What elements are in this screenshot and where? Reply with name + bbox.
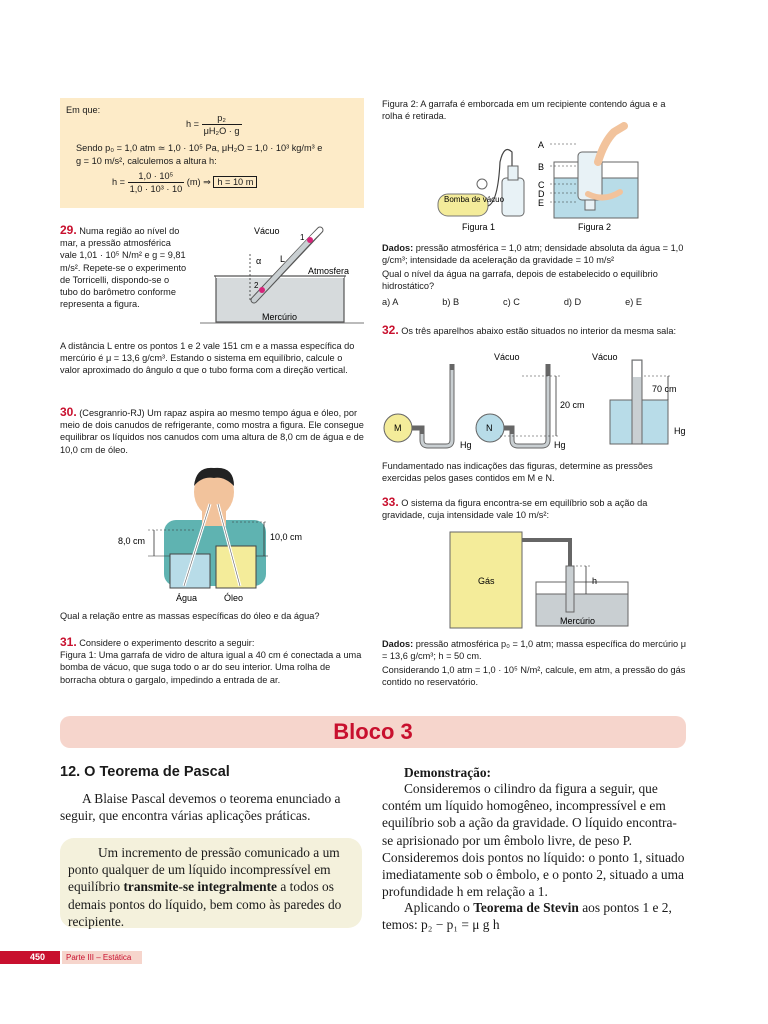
q29-statement: Numa região ao nível do mar, a pressão atmosférica vale 1,01 · 10⁵ N/m² e g = 9,81 m/s². Repete-se o experimento de Torricelli, dispondo-se o tubo do barômetro conforme representa a figura. — [60, 226, 187, 310]
q31-statement: Figura 1: Uma garrafa de vidro de altura igual a 40 cm é conectada a uma bomba de vácuo, que suga todo o ar do seu interior. Uma rolha de borracha obtura o gargalo, impedindo a entrada de ar. — [60, 650, 362, 685]
demo-text2-a: Aplicando o — [404, 900, 470, 915]
formula-denominator: μH₂O · g — [203, 126, 240, 137]
formula-numerator2: 1,0 · 10⁵ — [138, 171, 174, 181]
formula-numerator: p₂ — [217, 113, 226, 123]
label-figura1: Figura 1 — [462, 222, 496, 232]
label-hg-1: Hg — [460, 440, 472, 450]
label-20cm: 20 cm — [560, 400, 585, 410]
q32-number: 32. — [382, 323, 399, 337]
q32-statement: Os três aparelhos abaixo estão situados no interior da mesma sala: — [401, 326, 677, 336]
formula-unit: (m) ⇒ — [186, 177, 211, 188]
option-d: d) D — [563, 297, 582, 307]
label-mercurio-33: Mercúrio — [560, 616, 596, 626]
label-8cm: 8,0 cm — [118, 536, 146, 546]
q33-statement: O sistema da figura encontra-se em equilíbrio sob a ação da gravidade, cuja intensidade vale 10 m/s²: — [382, 498, 648, 521]
formula-line1: Sendo p₀ = 1,0 atm ≃ 1,0 · 10⁵ Pa, μH₂O = 1,0 · 10³ kg/m³ e — [76, 143, 323, 153]
manometer-1 — [412, 364, 452, 446]
level-E: E — [538, 198, 545, 208]
label-vacuo-2: Vácuo — [592, 352, 618, 362]
formula-intro: Em que: — [66, 105, 101, 115]
label-agua: Água — [176, 593, 198, 603]
label-figura2: Figura 2 — [578, 222, 612, 232]
level-B: B — [538, 162, 545, 172]
formula-fraction2 — [128, 170, 185, 195]
option-a: a) A — [382, 297, 399, 307]
pascal-statement — [68, 844, 356, 930]
formula-h2: h = — [112, 177, 126, 188]
label-atmosfera: Atmosfera — [308, 266, 350, 276]
label-point1: 1 — [300, 233, 305, 242]
level-C: C — [538, 180, 545, 190]
bloco-title: Bloco 3 — [333, 719, 413, 744]
q33-dados — [382, 638, 686, 662]
label-N: N — [486, 423, 493, 433]
torricelli-figure — [196, 218, 368, 330]
q30-number: 30. — [60, 405, 77, 419]
q33-dados-text: pressão atmosférica p₀ = 1,0 atm; massa específica do mercúrio μ = 13,6 g/cm³; h = 50 cm. — [382, 639, 687, 662]
demo-text2-b: aos pontos 1 e 2, temos: p₂ − p₁ = μ g h — [382, 900, 672, 933]
point-2 — [259, 287, 265, 293]
label-vacuo-1: Vácuo — [494, 352, 520, 362]
q33-text — [382, 496, 686, 521]
section-intro: A Blaise Pascal devemos o teorema enunciado a seguir, que encontra várias aplicações práticas. — [60, 791, 341, 824]
formula-denominator2: 1,0 · 10³ · 10 — [129, 184, 183, 195]
q31-text2: Figura 2: A garrafa é emborcada em um recipiente contendo água e a rolha é retirada. — [382, 99, 666, 122]
q31-number: 31. — [60, 635, 77, 649]
q29-text — [60, 224, 188, 310]
formula-result-equation — [112, 170, 257, 195]
formula-h: h = — [186, 119, 200, 130]
bottle-figures — [428, 122, 648, 234]
hand-arm — [598, 126, 624, 162]
formula-h-equation — [186, 112, 242, 137]
page-number: 450 — [30, 952, 46, 962]
option-c: c) C — [503, 297, 520, 307]
label-vacuo: Vácuo — [254, 226, 280, 236]
formula-line2: g = 10 m/s², calculemos a altura h: — [76, 156, 217, 166]
q33-dados-label: Dados: — [382, 639, 414, 649]
gas-reservoir-figure — [440, 526, 636, 630]
q29-number: 29. — [60, 223, 77, 237]
level-D: D — [538, 189, 545, 199]
label-bomba: Bomba de vácuo — [444, 195, 505, 204]
q29-text2: A distância L entre os pontos 1 e 2 vale 151 cm e a massa específica do mercúrio é μ = 13,6 g/cm³. Estando o sistema em equilíbrio, calcule o valor aproximado do ângulo α que o tubo forma com a direção vertical. — [60, 341, 355, 376]
footer-label: Parte III – Estática — [66, 953, 132, 962]
q31-options — [382, 296, 682, 308]
q31-text — [60, 636, 364, 686]
label-M: M — [394, 423, 402, 433]
pascal-statement-b: a todos os demais pontos do líquido, bem como às paredes do recipiente. — [68, 879, 342, 929]
label-hg-3: Hg — [674, 426, 686, 436]
q31-dados — [382, 242, 686, 266]
pascal-statement-a: Um incremento de pressão comunicado a um ponto qualquer de um líquido incompressível em equilíbrio — [68, 845, 340, 895]
q30-question: Qual a relação entre as massas específicas do óleo e da água? — [60, 611, 320, 621]
label-point2: 2 — [254, 281, 259, 290]
label-hg-2: Hg — [554, 440, 566, 450]
demo-text: Consideremos o cilindro da figura a seguir, que contém um líquido homogêneo, incompressível e em equilíbrio sob a ação da gravidade. O líquido encontra-se aprisionado por um êmbolo livre, de peso P. Consideremos dois pontos no líquido: o ponto 1, situado imediatamente sob o êmbolo, e o ponto 2, situado a uma profundidade h em relação a 1. — [382, 781, 685, 900]
q31-dados-text: pressão atmosférica = 1,0 atm; densidade absoluta da água = 1,0 g/cm³; intensidade da aceleração da gravidade = 10 m/s² — [382, 243, 684, 266]
option-b: b) B — [442, 297, 460, 307]
q33-text2: Considerando 1,0 atm = 1,0 · 10⁵ N/m², calcule, em atm, a pressão do gás contido no reservatório. — [382, 665, 686, 688]
straws-figure — [112, 464, 322, 604]
q31-question: Qual o nível da água na garrafa, depois de estabelecido o equilíbrio hidrostático? — [382, 269, 658, 292]
demo-title: Demonstração: — [404, 765, 492, 780]
pascal-statement-bold: transmite-se integralmente — [123, 879, 278, 895]
option-e: e) E — [625, 297, 642, 307]
demo-text2 — [382, 899, 686, 933]
manometer-figures — [382, 350, 688, 454]
label-70cm: 70 cm — [652, 384, 677, 394]
q32-text2: Fundamentado nas indicações das figuras, determine as pressões exercidas pelos gases contidos em M e N. — [382, 461, 653, 484]
demo-text2-bold: Teorema de Stevin — [473, 900, 579, 915]
pump-gauge — [477, 179, 487, 189]
section-title: 12. O Teorema de Pascal — [60, 764, 230, 780]
label-mercurio: Mercúrio — [262, 312, 298, 322]
q31-intro: Considere o experimento descrito a seguir: — [79, 638, 255, 648]
q30-text — [60, 406, 364, 456]
label-gas: Gás — [478, 576, 495, 586]
q32-text — [382, 324, 686, 337]
formula-result: h = 10 m — [213, 176, 257, 188]
bottle-1 — [502, 178, 524, 216]
label-L: L — [280, 254, 286, 264]
label-alpha: α — [256, 256, 262, 266]
q31-dados-label: Dados: — [382, 243, 414, 253]
point-1 — [307, 237, 313, 243]
formula-fraction — [202, 112, 242, 137]
label-h: h — [592, 576, 598, 586]
q30-statement: (Cesgranrio-RJ) Um rapaz aspira ao mesmo tempo água e óleo, por meio de dois canudos de refrigerante, como mostra a figura. Ele consegue equilibrar os líquidos nos canudos com uma altura de 8,0 cm de água e de 10,0 cm de óleo. — [60, 408, 364, 455]
q33-number: 33. — [382, 495, 399, 509]
label-10cm: 10,0 cm — [270, 532, 303, 542]
label-oleo: Óleo — [224, 593, 244, 603]
level-A: A — [538, 140, 545, 150]
